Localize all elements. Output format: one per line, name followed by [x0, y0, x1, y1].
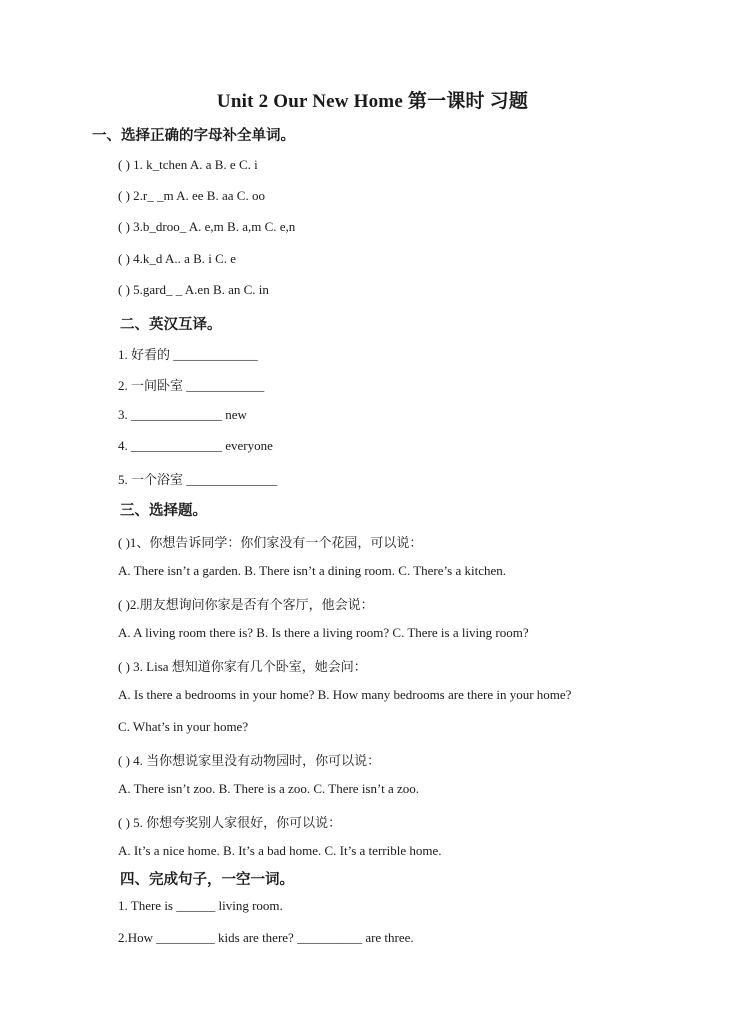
section-2-item: 5. 一个浴室 ______________ [118, 472, 278, 487]
section-2-heading: 二、英汉互译。 [120, 317, 222, 333]
section-1-item: ( ) 4.k_d A.. a B. i C. e [118, 251, 237, 266]
section-3-options: A. It’s a nice home. B. It’s a bad home. C. It’s a terrible home. [118, 843, 442, 858]
section-1-item: ( ) 1. k_tchen A. a B. e C. i [118, 157, 258, 172]
section-3-question: ( ) 4. 当你想说家里没有动物园时，你可以说： [118, 753, 381, 768]
section-4-item: 1. There is ______ living room. [118, 898, 283, 913]
page-title: Unit 2 Our New Home 第一课时 习题 [216, 91, 529, 112]
section-3-options: A. There isn’t zoo. B. There is a zoo. C. There isn’t a zoo. [118, 781, 419, 796]
section-3-question: ( ) 5. 你想夸奖别人家很好，你可以说： [118, 815, 342, 830]
section-3-options: A. Is there a bedrooms in your home? B. How many bedrooms are there in your home? [118, 687, 572, 702]
section-1-heading: 一、选择正确的字母补全单词。 [92, 128, 295, 144]
section-4-heading: 四、完成句子，一空一词。 [120, 872, 294, 888]
section-3-options: A. A living room there is? B. Is there a living room? C. There is a living room? [118, 625, 529, 640]
section-1-item: ( ) 5.gard_ _ A.en B. an C. in [118, 282, 269, 297]
section-2-item: 3. ______________ new [118, 407, 247, 422]
section-1-item: ( ) 3.b_droo_ A. e,m B. a,m C. e,n [118, 219, 296, 234]
section-1-item: ( ) 2.r_ _m A. ee B. aa C. oo [118, 188, 265, 203]
section-3-heading: 三、选择题。 [120, 503, 207, 519]
section-4-item: 2.How _________ kids are there? __________ are three. [118, 930, 414, 945]
section-2-item: 1. 好看的 _____________ [118, 347, 258, 362]
section-3-question: ( )2.朋友想询问你家是否有个客厅，他会说： [118, 597, 374, 612]
section-3-question: ( )1、你想告诉同学：你们家没有一个花园，可以说： [118, 535, 423, 550]
section-2-item: 4. ______________ everyone [118, 438, 273, 453]
section-2-item: 2. 一间卧室 ____________ [118, 378, 265, 393]
section-3-options: C. What’s in your home? [118, 719, 249, 734]
section-3-options: A. There isn’t a garden. B. There isn’t a dining room. C. There’s a kitchen. [118, 563, 506, 578]
section-3-question: ( ) 3. Lisa 想知道你家有几个卧室，她会问： [118, 659, 367, 674]
